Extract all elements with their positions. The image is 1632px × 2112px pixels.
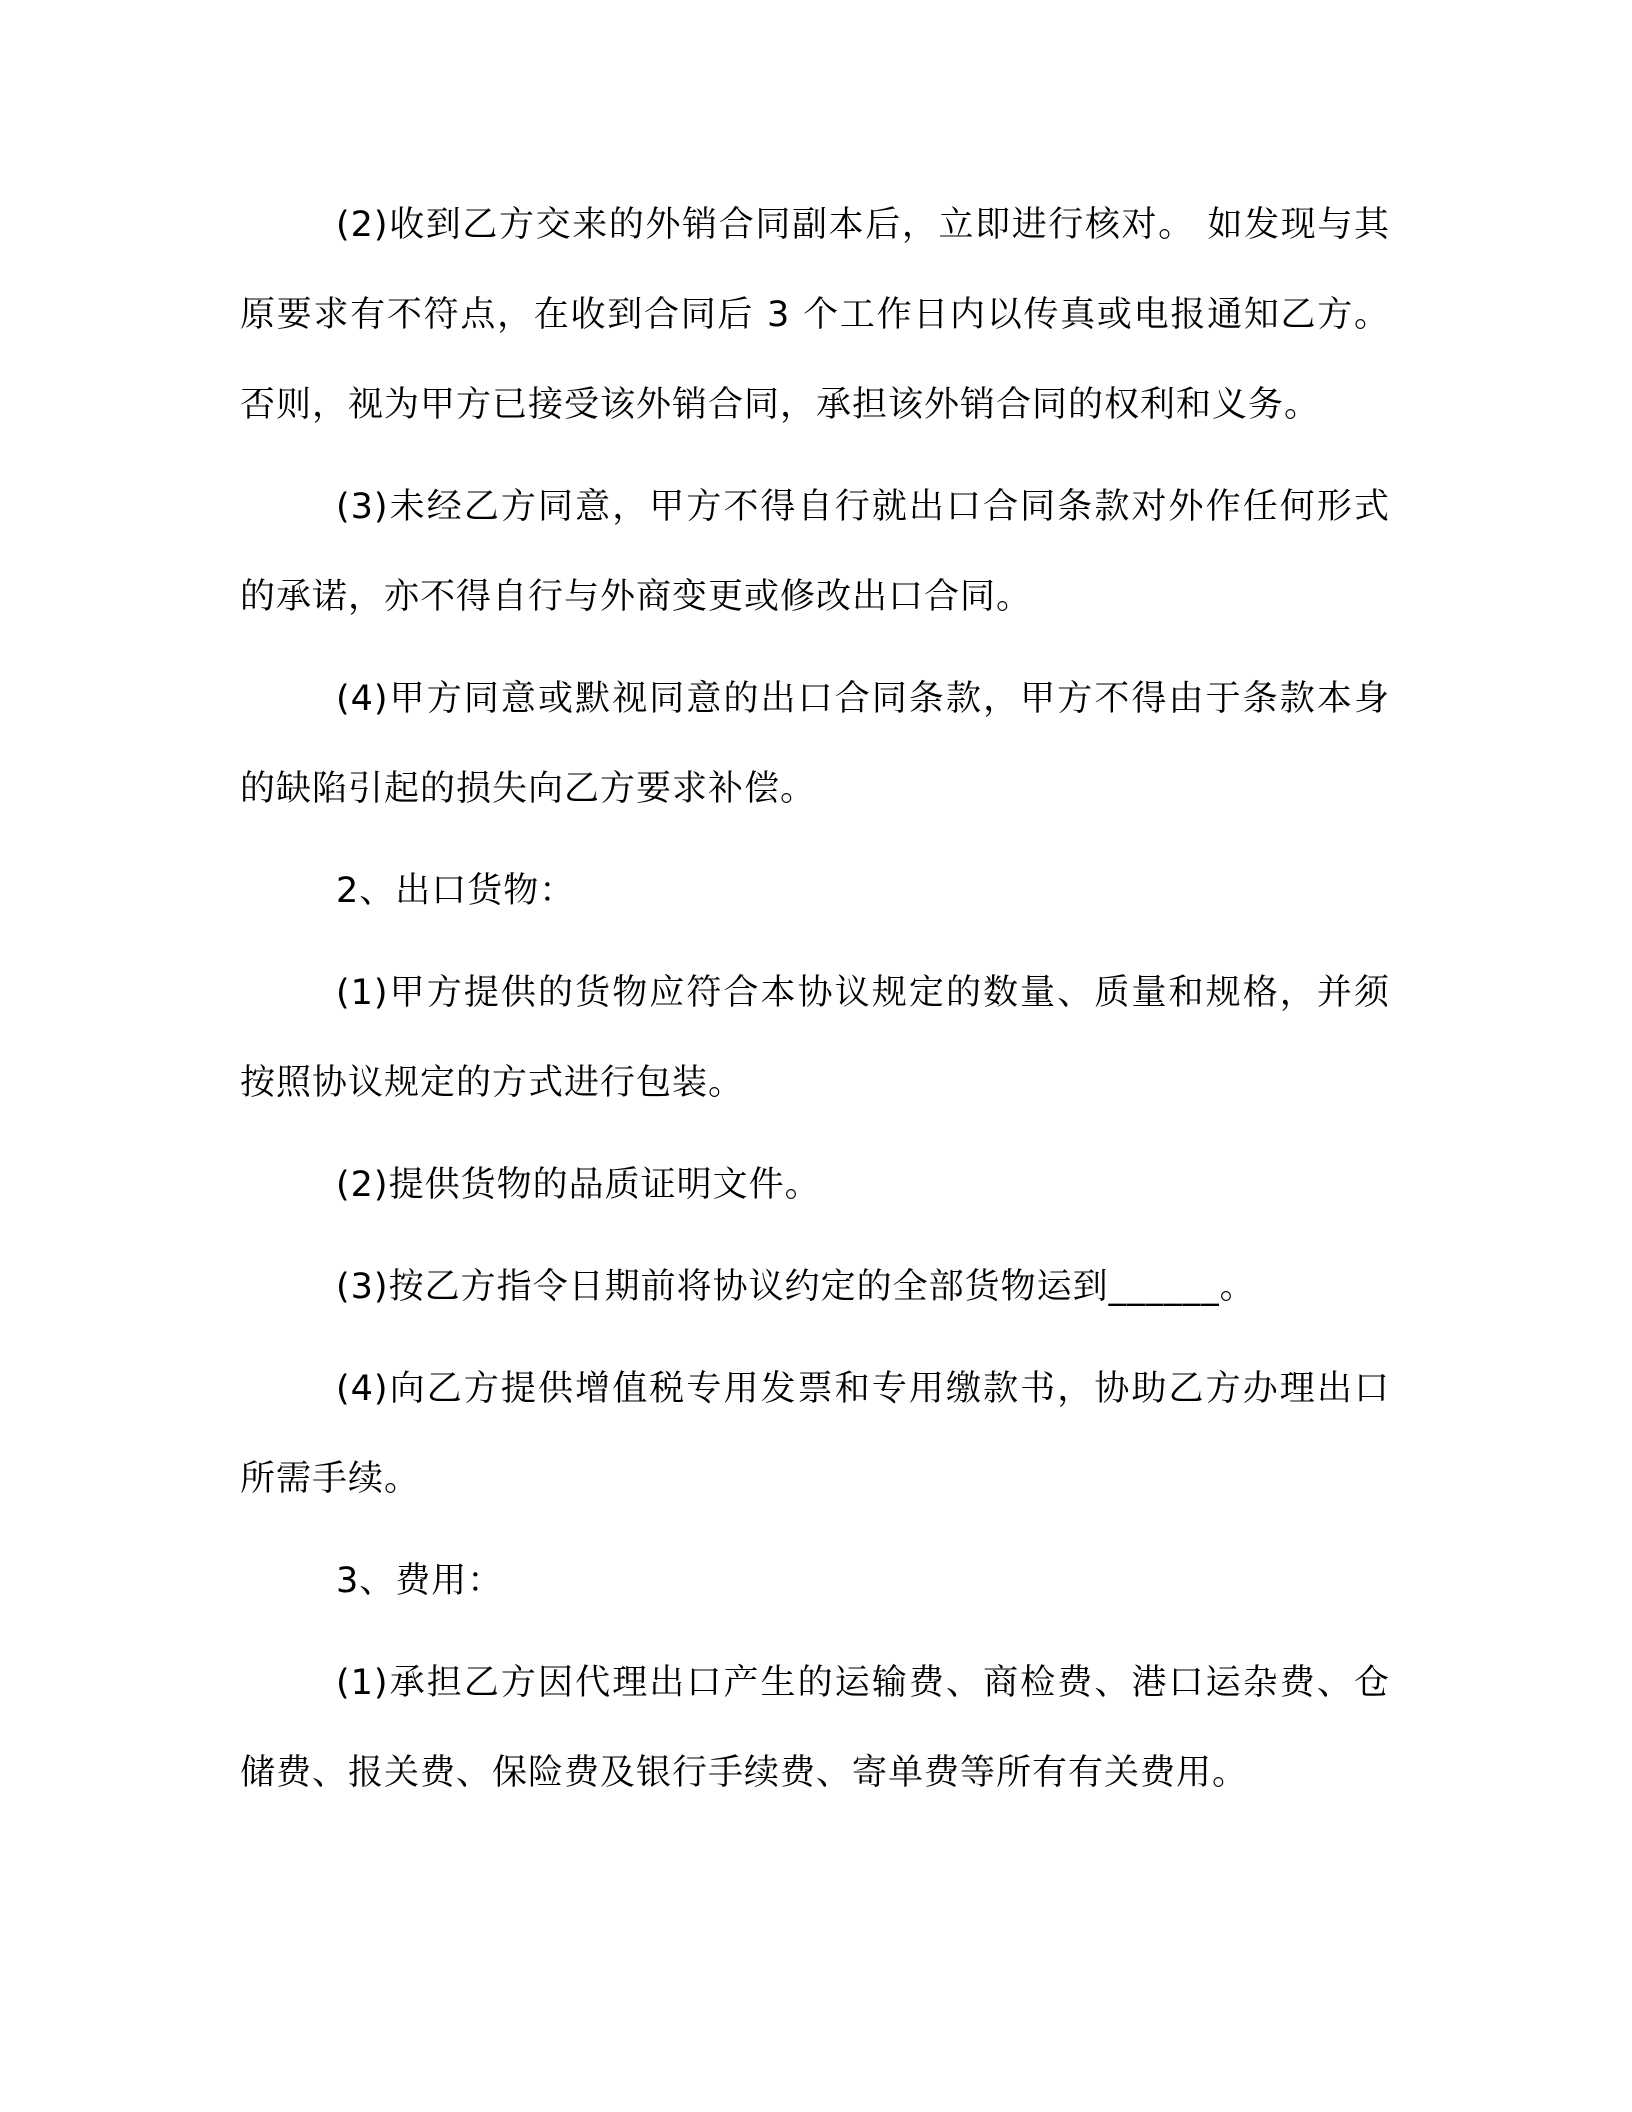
clause-paragraph: (3)按乙方指令日期前将协议约定的全部货物运到______。 [336,1267,1256,1307]
document-page [240,180,1390,1830]
clause-paragraph: (3)未经乙方同意，甲方不得自行就出口合同条款对外作任何形式的承诺，亦不得自行与外商变更或修改出口合同。 [240,487,1390,617]
clause-paragraph: (2)收到乙方交来的外销合同副本后，立即进行核对。 如发现与其原要求有不符点，在收到合同后 3 个工作日内以传真或电报通知乙方。否则，视为甲方已接受该外销合同，承担该外销合同的权利和义务。 [240,205,1390,425]
section-heading: 3、费用： [336,1561,504,1601]
clause-paragraph: (4)向乙方提供增值税专用发票和专用缴款书，协助乙方办理出口所需手续。 [240,1369,1390,1499]
clause-paragraph: (4)甲方同意或默视同意的出口合同条款，甲方不得由于条款本身的缺陷引起的损失向乙方要求补偿。 [240,679,1390,809]
section-heading: 2、出口货物： [336,871,576,911]
clause-paragraph: (2)提供货物的品质证明文件。 [336,1165,821,1205]
clause-paragraph: (1)承担乙方因代理出口产生的运输费、商检费、港口运杂费、仓储费、报关费、保险费及银行手续费、寄单费等所有有关费用。 [240,1663,1390,1793]
clause-paragraph: (1)甲方提供的货物应符合本协议规定的数量、质量和规格，并须按照协议规定的方式进行包装。 [240,973,1390,1103]
